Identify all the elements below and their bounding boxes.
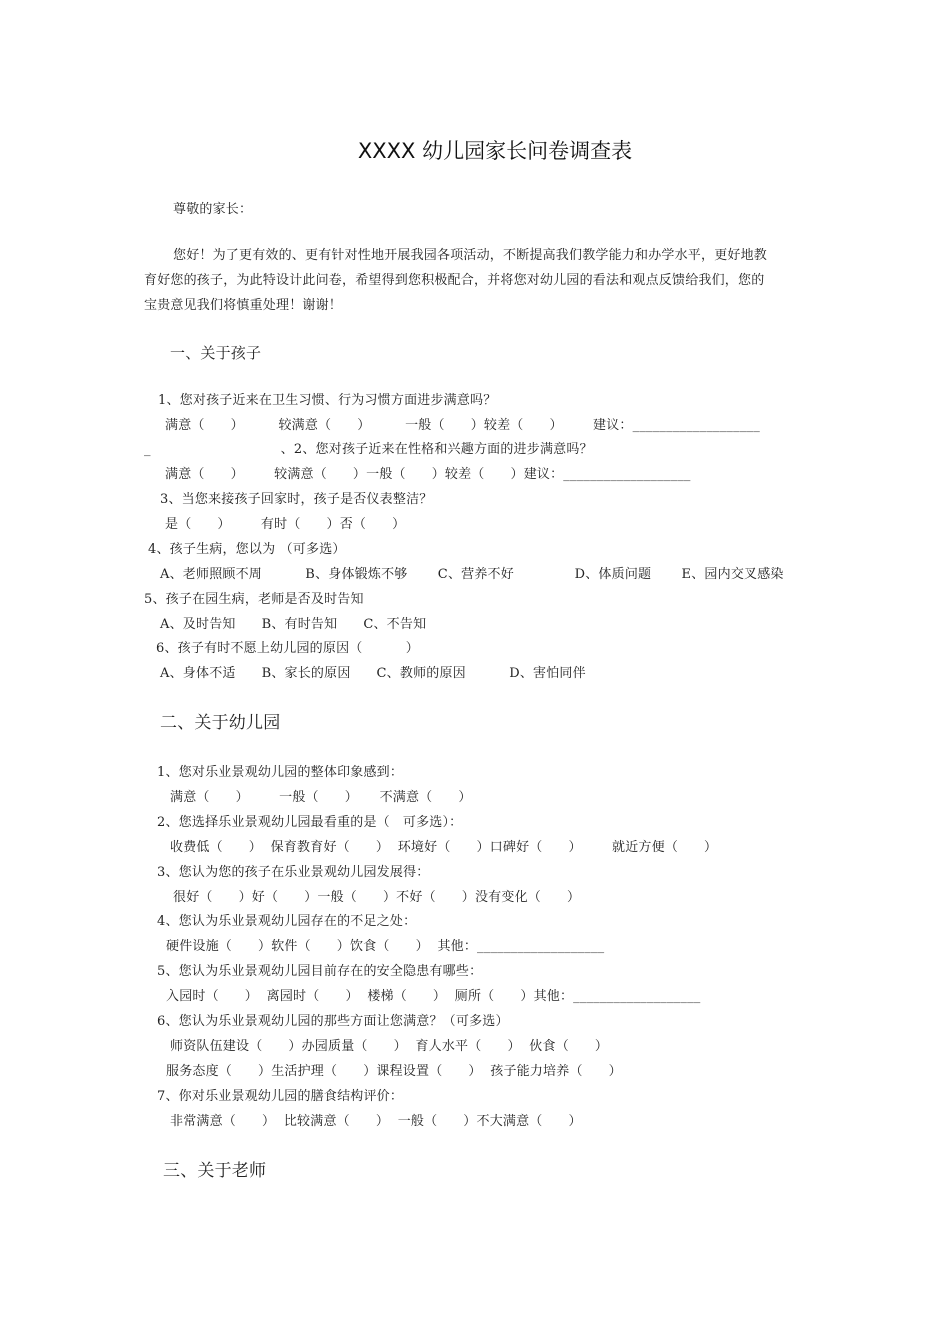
question-line: 2、您选择乐业景观幼儿园最看重的是（ 可多选）： [157, 815, 463, 830]
answer-line: A、老师照顾不周 B、身体锻炼不够 C、营养不好 D、体质问题 E、园内交叉感染 [160, 567, 784, 582]
question-line: _ 、2、您对孩子近来在性格和兴趣方面的进步满意吗？ [144, 442, 593, 457]
intro-line: 宝贵意见我们将慎重处理！谢谢！ [144, 298, 343, 313]
answer-line: 满意（ ） 较满意（ ）一般（ ）较差（ ）建议：___________________ [165, 467, 691, 482]
question-line: 4、孩子生病，您以为 （可多选） [148, 542, 346, 557]
answer-line: 是（ ） 有时（ ）否（ ） [165, 517, 406, 532]
answer-line: A、及时告知 B、有时告知 C、不告知 [160, 617, 427, 632]
question-line: 1、您对乐业景观幼儿园的整体印象感到： [157, 765, 404, 780]
question-line: 3、当您来接孩子回家时，孩子是否仪表整洁？ [160, 492, 433, 507]
question-line: 3、您认为您的孩子在乐业景观幼儿园发展得： [157, 865, 430, 880]
answer-line: 很好（ ）好（ ）一般（ ）不好（ ）没有变化（ ） [173, 890, 581, 905]
intro-line: 育好您的孩子，为此特设计此问卷，希望得到您积极配合，并将您对幼儿园的看法和观点反馈给我们，您的 [144, 273, 765, 288]
page-title: XXXX 幼儿园家长问卷调查表 [357, 139, 633, 163]
answer-line: 收费低（ ） 保育教育好（ ） 环境好（ ）口碑好（ ） 就近方便（ ） [170, 840, 718, 855]
section-heading-teachers: 三、关于老师 [163, 1161, 267, 1181]
greeting: 尊敬的家长： [173, 202, 253, 217]
question-line: 1、您对孩子近来在卫生习惯、行为习惯方面进步满意吗？ [158, 393, 497, 408]
answer-line: 入园时（ ） 离园时（ ） 楼梯（ ） 厕所（ ）其他：___________________ [166, 989, 701, 1004]
answer-line: 非常满意（ ） 比较满意（ ） 一般（ ）不大满意（ ） [170, 1114, 582, 1129]
question-line: 7、你对乐业景观幼儿园的膳食结构评价： [157, 1089, 404, 1104]
answer-line: 硬件设施（ ）软件（ ）饮食（ ） 其他：___________________ [166, 939, 605, 954]
section-heading-children: 一、关于孩子 [170, 344, 262, 362]
answer-line: 满意（ ） 较满意（ ） 一般（ ）较差（ ） 建议：___________________ [165, 418, 760, 433]
answer-line: 满意（ ） 一般（ ） 不满意（ ） [170, 790, 472, 805]
answer-line: 服务态度（ ）生活护理（ ）课程设置（ ） 孩子能力培养（ ） [166, 1064, 622, 1079]
answer-line: A、身体不适 B、家长的原因 C、教师的原因 D、害怕同伴 [160, 666, 586, 681]
question-line: 4、您认为乐业景观幼儿园存在的不足之处： [157, 914, 417, 929]
answer-line: 师资队伍建设（ ）办园质量（ ） 育人水平（ ） 伙食（ ） [170, 1039, 609, 1054]
section-heading-kindergarten: 二、关于幼儿园 [160, 713, 281, 733]
question-line: 5、您认为乐业景观幼儿园目前存在的安全隐患有哪些： [157, 964, 483, 979]
question-line: 6、您认为乐业景观幼儿园的那些方面让您满意？（可多选） [157, 1014, 509, 1029]
intro-line: 您好！为了更有效的、更有针对性地开展我园各项活动，不断提高我们教学能力和办学水平，更好地教 [173, 248, 768, 263]
question-line: 5、孩子在园生病，老师是否及时告知 [144, 592, 364, 607]
question-line: 6、孩子有时不愿上幼儿园的原因（ ） [156, 641, 419, 656]
